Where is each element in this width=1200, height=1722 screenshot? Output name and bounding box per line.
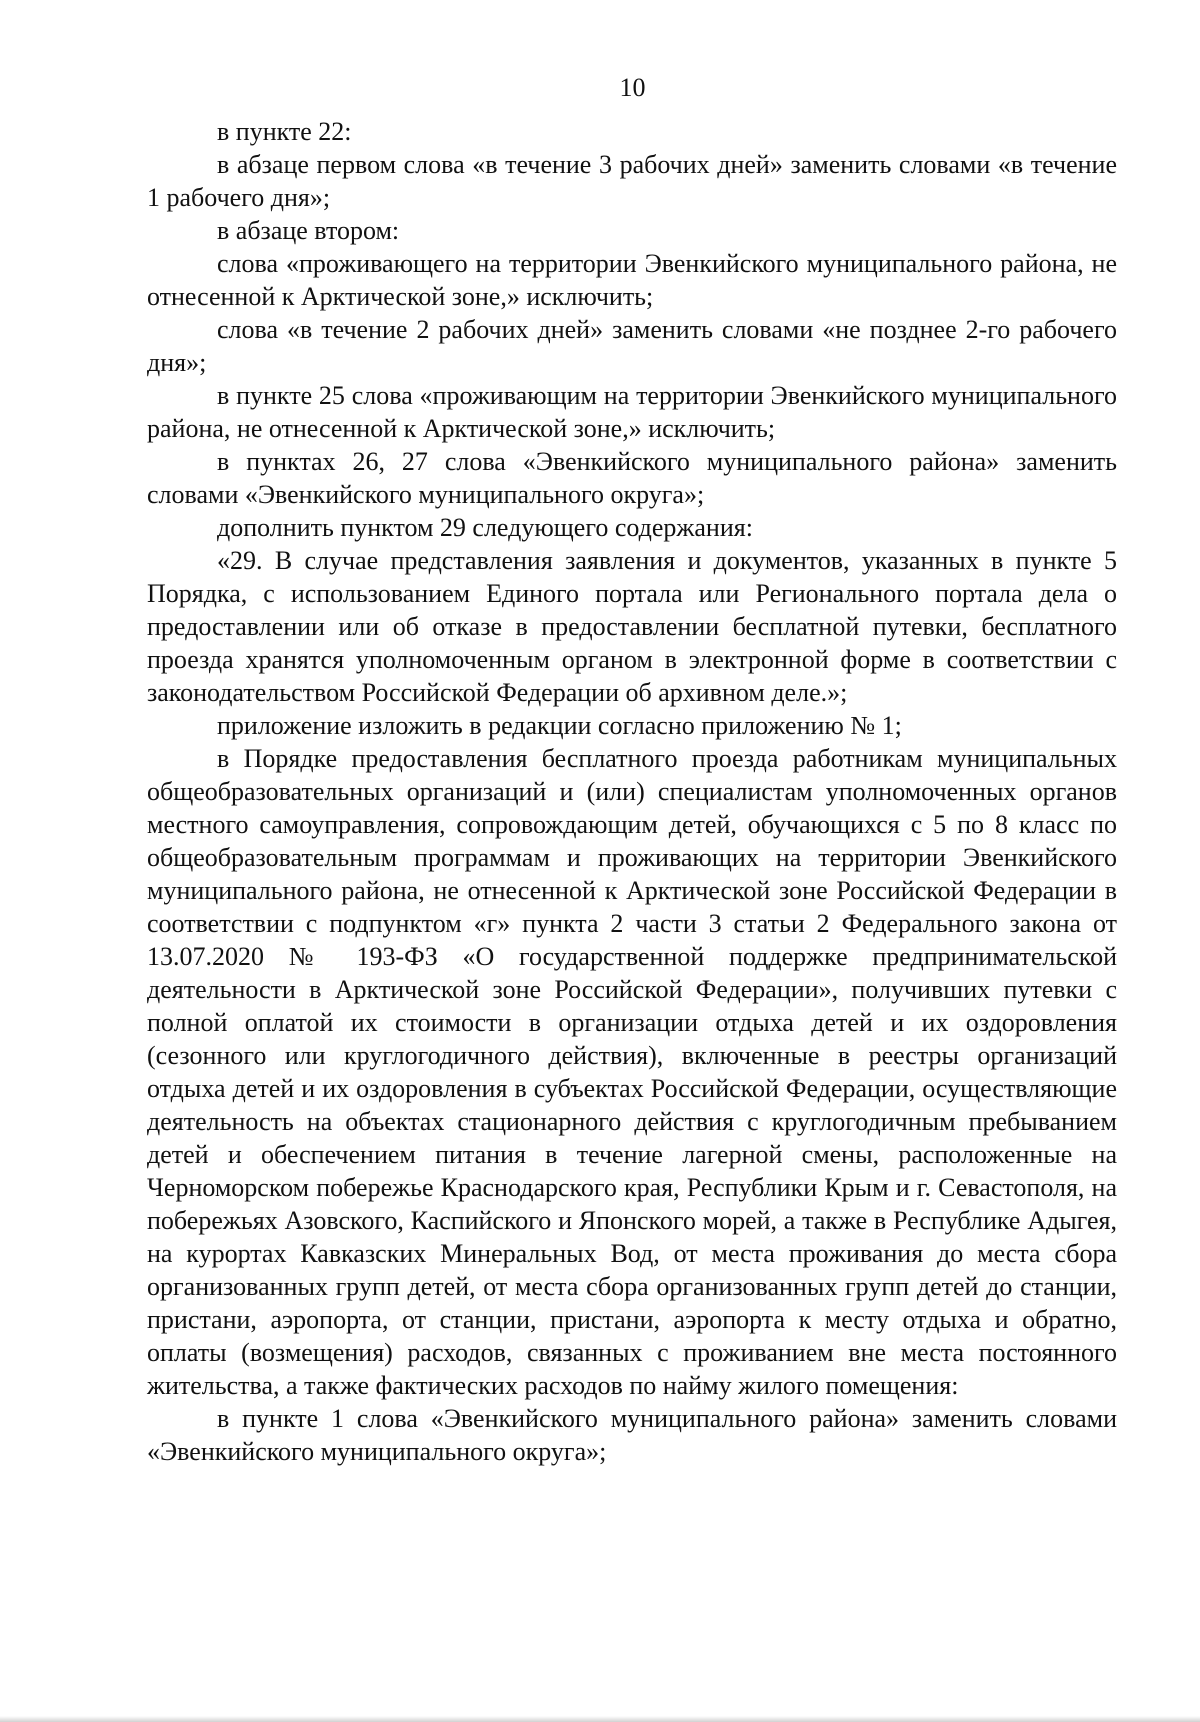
- paragraph: дополнить пунктом 29 следующего содержания:: [217, 513, 753, 542]
- paragraph: в абзаце втором:: [217, 216, 400, 245]
- paragraph: слова «проживающего на территории Эвенкийского муниципального района, не отнесенной к Арктической зоне,» исключить;: [147, 249, 1117, 311]
- paragraph: в пункте 25 слова «проживающим на территории Эвенкийского муниципального района, не отнесенной к Арктической зоне,» исключить;: [147, 381, 1117, 443]
- paragraph: в пункте 1 слова «Эвенкийского муниципального района» заменить словами «Эвенкийского муниципального округа»;: [147, 1404, 1117, 1466]
- paragraph: в абзаце первом слова «в течение 3 рабочих дней» заменить словами «в течение 1 рабочего дня»;: [147, 150, 1117, 212]
- page-number: 10: [619, 73, 646, 102]
- paragraph: в пунктах 26, 27 слова «Эвенкийского муниципального района» заменить словами «Эвенкийского муниципального округа»;: [147, 447, 1117, 509]
- paragraph: в Порядке предоставления бесплатного проезда работникам муниципальных общеобразовательных организаций и (или) специалистам уполномоченных органов местного самоуправления, сопровождающим детей, обучающихся с 5 по 8 класс по общеобразовательным программам и проживающих на территории Эвенкийского муниципального района, не отнесенной к Арктической зоне Российской Федерации в соответствии с подпунктом «г» пункта 2 части 3 статьи 2 Федерального закона от 13.07.2020 № 193-ФЗ «О государственной поддержке предпринимательской деятельности в Арктической зоне Российской Федерации», получивших путевки с полной оплатой их стоимости в организации отдыха детей и их оздоровления (сезонного или круглогодичного действия), включенные в реестры организаций отдыха детей и их оздоровления в субъектах Российской Федерации, осуществляющие деятельность на объектах стационарного действия с круглогодичным пребыванием детей и обеспечением питания в течение лагерной смены, расположенные на Черноморском побережье Краснодарского края, Республики Крым и г. Севастополя, на побережьях Азовского, Каспийского и Японского морей, а также в Республике Адыгея, на курортах Кавказских Минеральных Вод, от места проживания до места сбора организованных групп детей, от места сбора организованных групп детей до станции, пристани, аэропорта, от станции, пристани, аэропорта к месту отдыха и обратно, оплаты (возмещения) расходов, связанных с проживанием вне места постоянного жительства, а также фактических расходов по найму жилого помещения:: [147, 744, 1117, 1400]
- paragraph: слова «в течение 2 рабочих дней» заменить словами «не позднее 2-го рабочего дня»;: [147, 315, 1117, 377]
- document-body: [147, 115, 1117, 1468]
- paragraph: в пункте 22:: [217, 117, 352, 146]
- page-bottom-edge: [0, 1716, 1200, 1722]
- paragraph: приложение изложить в редакции согласно приложению № 1;: [217, 711, 902, 740]
- paragraph: «29. В случае представления заявления и документов, указанных в пункте 5 Порядка, с использованием Единого портала или Регионального портала дела о предоставлении или об отказе в предоставлении бесплатной путевки, бесплатного проезда хранятся уполномоченным органом в электронной форме в соответствии с законодательством Российской Федерации об архивном деле.»;: [147, 546, 1117, 707]
